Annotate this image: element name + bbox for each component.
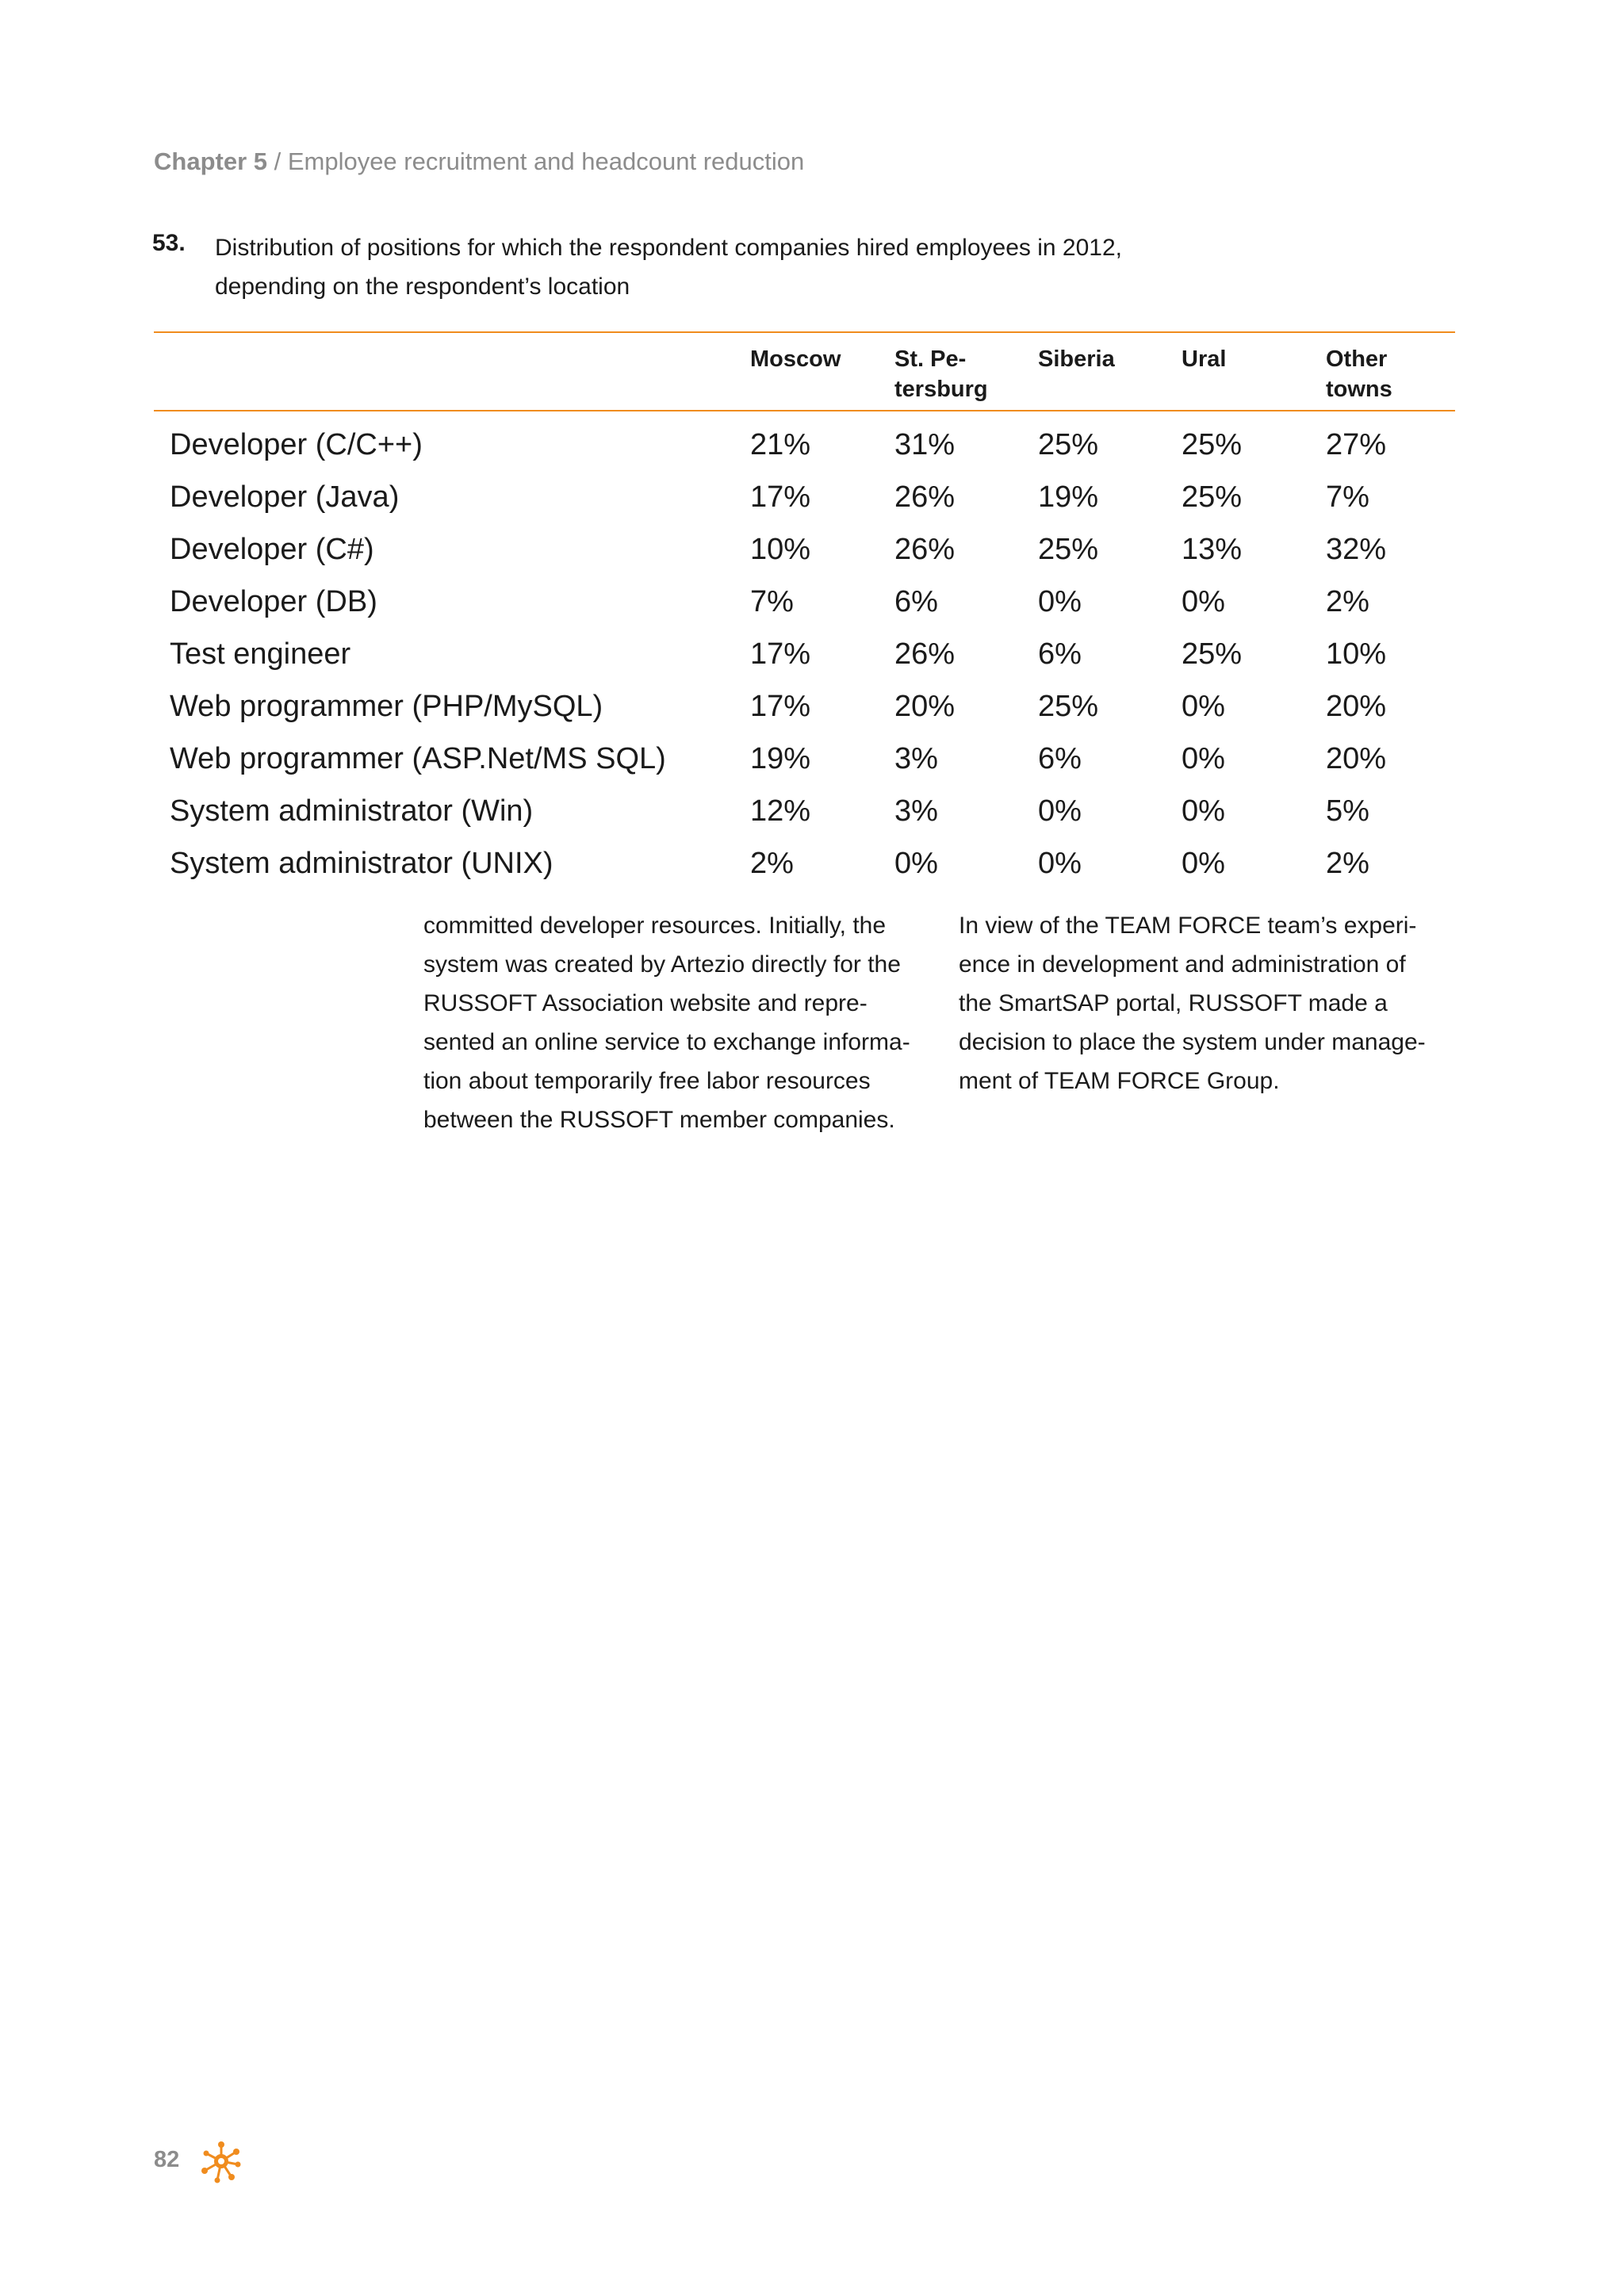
table-top-rule bbox=[154, 331, 1455, 333]
body-text-line: In view of the TEAM FORCE team’s experi- bbox=[959, 913, 1417, 939]
cell-siberia: 0% bbox=[1038, 585, 1082, 618]
row-label: Developer (C/C++) bbox=[170, 428, 423, 461]
body-text-line: ment of TEAM FORCE Group. bbox=[959, 1068, 1280, 1094]
cell-other-towns: 2% bbox=[1326, 847, 1369, 880]
body-text-line: tion about temporarily free labor resources bbox=[423, 1068, 871, 1094]
cell-moscow: 21% bbox=[750, 428, 811, 461]
cell-st-petersburg: 3% bbox=[894, 794, 938, 828]
table-row bbox=[154, 419, 1455, 471]
cell-moscow: 12% bbox=[750, 794, 811, 828]
cell-moscow: 19% bbox=[750, 742, 811, 775]
table-row bbox=[154, 523, 1455, 576]
chapter-label: Chapter 5 bbox=[154, 147, 267, 175]
figure-caption-text bbox=[215, 228, 1246, 306]
body-text-line: between the RUSSOFT member companies. bbox=[423, 1107, 895, 1133]
cell-st-petersburg: 3% bbox=[894, 742, 938, 775]
cell-other-towns: 5% bbox=[1326, 794, 1369, 828]
row-label: System administrator (UNIX) bbox=[170, 847, 553, 880]
cell-moscow: 7% bbox=[750, 585, 794, 618]
body-text-line: ence in development and administration of bbox=[959, 951, 1406, 978]
row-label: Developer (Java) bbox=[170, 480, 400, 514]
table-row bbox=[154, 576, 1455, 628]
cell-siberia: 6% bbox=[1038, 742, 1082, 775]
table-row bbox=[154, 471, 1455, 523]
chapter-title: / Employee recruitment and headcount reduction bbox=[266, 147, 805, 175]
body-text-line: RUSSOFT Association website and repre- bbox=[423, 990, 868, 1016]
table-body bbox=[154, 419, 1455, 890]
body-text-line: the SmartSAP portal, RUSSOFT made a bbox=[959, 990, 1388, 1016]
column-header-other-towns: Other towns bbox=[1326, 346, 1392, 402]
table-row bbox=[154, 628, 1455, 680]
column-header-st-petersburg: St. Pe- tersburg bbox=[894, 346, 988, 402]
page-number: 82 bbox=[154, 2147, 180, 2172]
column-header-siberia: Siberia bbox=[1038, 346, 1115, 372]
body-text-line: decision to place the system under manage- bbox=[959, 1029, 1426, 1055]
cell-siberia: 25% bbox=[1038, 533, 1099, 566]
cell-ural: 0% bbox=[1182, 794, 1225, 828]
cell-other-towns: 7% bbox=[1326, 480, 1369, 514]
body-text-line: sented an online service to exchange informa- bbox=[423, 1029, 910, 1055]
cell-moscow: 10% bbox=[750, 533, 811, 566]
cell-ural: 0% bbox=[1182, 690, 1225, 723]
cell-ural: 0% bbox=[1182, 585, 1225, 618]
row-label: Test engineer bbox=[170, 637, 351, 671]
body-text-right-column bbox=[959, 906, 1426, 1100]
cell-siberia: 0% bbox=[1038, 794, 1082, 828]
cell-ural: 25% bbox=[1182, 637, 1243, 671]
cell-siberia: 6% bbox=[1038, 637, 1082, 671]
cell-other-towns: 20% bbox=[1326, 690, 1387, 723]
body-text-left-column bbox=[423, 906, 910, 1139]
cell-other-towns: 2% bbox=[1326, 585, 1369, 618]
table-header-rule bbox=[154, 410, 1455, 411]
table-row bbox=[154, 785, 1455, 837]
table-row bbox=[154, 733, 1455, 785]
cell-other-towns: 27% bbox=[1326, 428, 1387, 461]
cell-st-petersburg: 26% bbox=[894, 480, 956, 514]
cell-ural: 0% bbox=[1182, 742, 1225, 775]
cell-ural: 0% bbox=[1182, 847, 1225, 880]
cell-siberia: 19% bbox=[1038, 480, 1099, 514]
figure-caption-line: Distribution of positions for which the respondent companies hired employees in 2012, bbox=[215, 235, 1122, 261]
table-row bbox=[154, 837, 1455, 890]
row-label: Web programmer (PHP/MySQL) bbox=[170, 690, 603, 723]
cell-st-petersburg: 6% bbox=[894, 585, 938, 618]
cell-moscow: 17% bbox=[750, 690, 811, 723]
table-row bbox=[154, 680, 1455, 733]
body-text-line: committed developer resources. Initially, the bbox=[423, 913, 887, 939]
figure-number: 53. bbox=[152, 230, 186, 256]
russoft-logo-icon-svg bbox=[200, 2141, 243, 2183]
cell-st-petersburg: 26% bbox=[894, 533, 956, 566]
cell-moscow: 17% bbox=[750, 637, 811, 671]
body-text-line: system was created by Artezio directly for the bbox=[423, 951, 901, 978]
row-label: System administrator (Win) bbox=[170, 794, 534, 828]
row-label: Developer (DB) bbox=[170, 585, 377, 618]
column-header-moscow: Moscow bbox=[750, 346, 841, 372]
cell-st-petersburg: 20% bbox=[894, 690, 956, 723]
cell-other-towns: 32% bbox=[1326, 533, 1387, 566]
cell-siberia: 0% bbox=[1038, 847, 1082, 880]
cell-other-towns: 10% bbox=[1326, 637, 1387, 671]
cell-siberia: 25% bbox=[1038, 428, 1099, 461]
cell-ural: 13% bbox=[1182, 533, 1243, 566]
cell-moscow: 17% bbox=[750, 480, 811, 514]
cell-other-towns: 20% bbox=[1326, 742, 1387, 775]
cell-moscow: 2% bbox=[750, 847, 794, 880]
cell-st-petersburg: 26% bbox=[894, 637, 956, 671]
russoft-logo-icon bbox=[200, 2141, 243, 2183]
running-head bbox=[154, 147, 804, 176]
column-header-ural: Ural bbox=[1182, 346, 1227, 372]
row-label: Web programmer (ASP.Net/MS SQL) bbox=[170, 742, 666, 775]
cell-st-petersburg: 31% bbox=[894, 428, 956, 461]
figure-caption-line: depending on the respondent’s location bbox=[215, 274, 630, 300]
row-label: Developer (C#) bbox=[170, 533, 374, 566]
cell-ural: 25% bbox=[1182, 480, 1243, 514]
cell-ural: 25% bbox=[1182, 428, 1243, 461]
cell-st-petersburg: 0% bbox=[894, 847, 938, 880]
cell-siberia: 25% bbox=[1038, 690, 1099, 723]
